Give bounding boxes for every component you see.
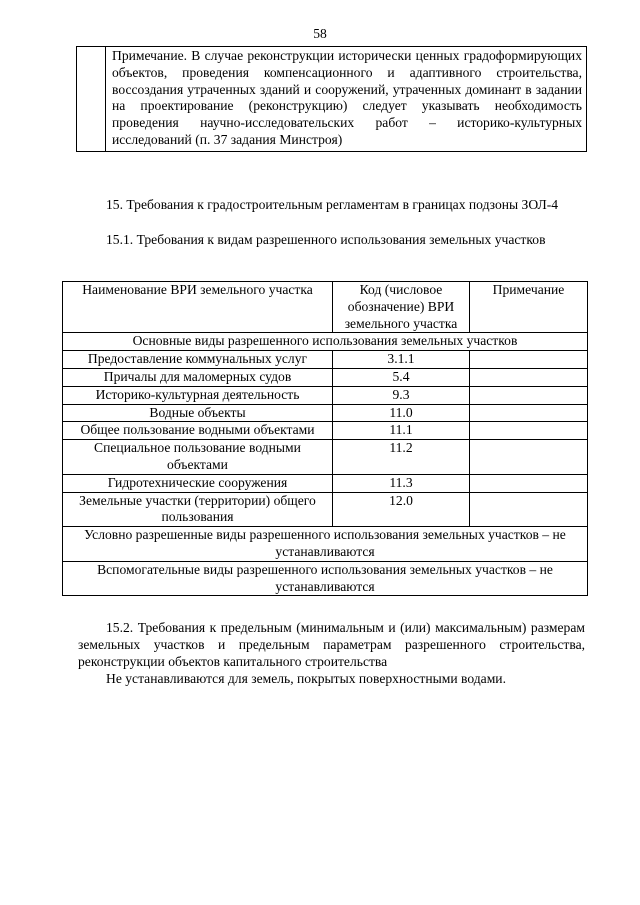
row-code: 5.4 xyxy=(333,368,470,386)
table-row xyxy=(63,386,588,404)
row-name: Земельные участки (территории) общего пользования xyxy=(63,492,333,527)
row-note xyxy=(470,368,588,386)
row-code: 11.1 xyxy=(333,422,470,440)
section-15-1-heading: 15.1. Требования к видам разрешенного использования земельных участков xyxy=(106,232,546,247)
header-note: Примечание xyxy=(470,282,588,333)
row-note xyxy=(470,351,588,369)
row-note xyxy=(470,474,588,492)
table-row xyxy=(63,474,588,492)
section-15-heading: 15. Требования к градостроительным регламентам в границах подзоны ЗОЛ-4 xyxy=(106,197,559,212)
not-established-text: Не устанавливаются для земель, покрытых поверхностными водами. xyxy=(106,671,506,686)
main-uses-title: Основные виды разрешенного использования земельных участков xyxy=(63,333,588,351)
row-name: Общее пользование водными объектами xyxy=(63,422,333,440)
row-code: 12.0 xyxy=(333,492,470,527)
row-note xyxy=(470,386,588,404)
header-code: Код (числовое обозначение) ВРИ земельного участка xyxy=(333,282,470,333)
conditional-uses-row xyxy=(63,527,588,562)
row-name: Историко-культурная деятельность xyxy=(63,386,333,404)
row-code: 3.1.1 xyxy=(333,351,470,369)
table-header-row xyxy=(63,282,588,333)
row-name: Предоставление коммунальных услуг xyxy=(63,351,333,369)
conditional-uses-text: Условно разрешенные виды разрешенного использования земельных участков – не устанавливаются xyxy=(63,527,588,562)
section-15-2-heading: 15.2. Требования к предельным (минимальным и (или) максимальным) размерам земельных участков и предельным параметрам разрешенного строительства, реконструкции объектов капитального строительства xyxy=(78,620,585,669)
table-row xyxy=(63,440,588,475)
note-blank-cell xyxy=(77,47,106,152)
main-uses-title-row xyxy=(63,333,588,351)
auxiliary-uses-text: Вспомогательные виды разрешенного использования земельных участков – не устанавливаются xyxy=(63,561,588,596)
table-row xyxy=(63,422,588,440)
row-code: 9.3 xyxy=(333,386,470,404)
row-name: Водные объекты xyxy=(63,404,333,422)
row-code: 11.3 xyxy=(333,474,470,492)
vri-table xyxy=(62,281,588,596)
row-name: Гидротехнические сооружения xyxy=(63,474,333,492)
table-row xyxy=(63,404,588,422)
table-row xyxy=(63,351,588,369)
note-row xyxy=(77,47,587,152)
row-note xyxy=(470,422,588,440)
page-number: 58 xyxy=(313,26,327,41)
row-code: 11.2 xyxy=(333,440,470,475)
row-note xyxy=(470,440,588,475)
row-code: 11.0 xyxy=(333,404,470,422)
note-text: Примечание. В случае реконструкции исторически ценных градоформирующих объектов, проведения компенсационного и адаптивного строительства, воссоздания утраченных зданий и сооружений, утраченных доминант в задании на проектирование (реконструкцию) следует указывать необходимость проведения научно-исследовательских работ – историко-культурных исследований (п. 37 задания Минстроя) xyxy=(106,47,587,152)
auxiliary-uses-row xyxy=(63,561,588,596)
table-row xyxy=(63,492,588,527)
row-note xyxy=(470,404,588,422)
header-name: Наименование ВРИ земельного участка xyxy=(63,282,333,333)
row-note xyxy=(470,492,588,527)
row-name: Причалы для маломерных судов xyxy=(63,368,333,386)
table-row xyxy=(63,368,588,386)
row-name: Специальное пользование водными объектами xyxy=(63,440,333,475)
note-table xyxy=(76,46,587,152)
